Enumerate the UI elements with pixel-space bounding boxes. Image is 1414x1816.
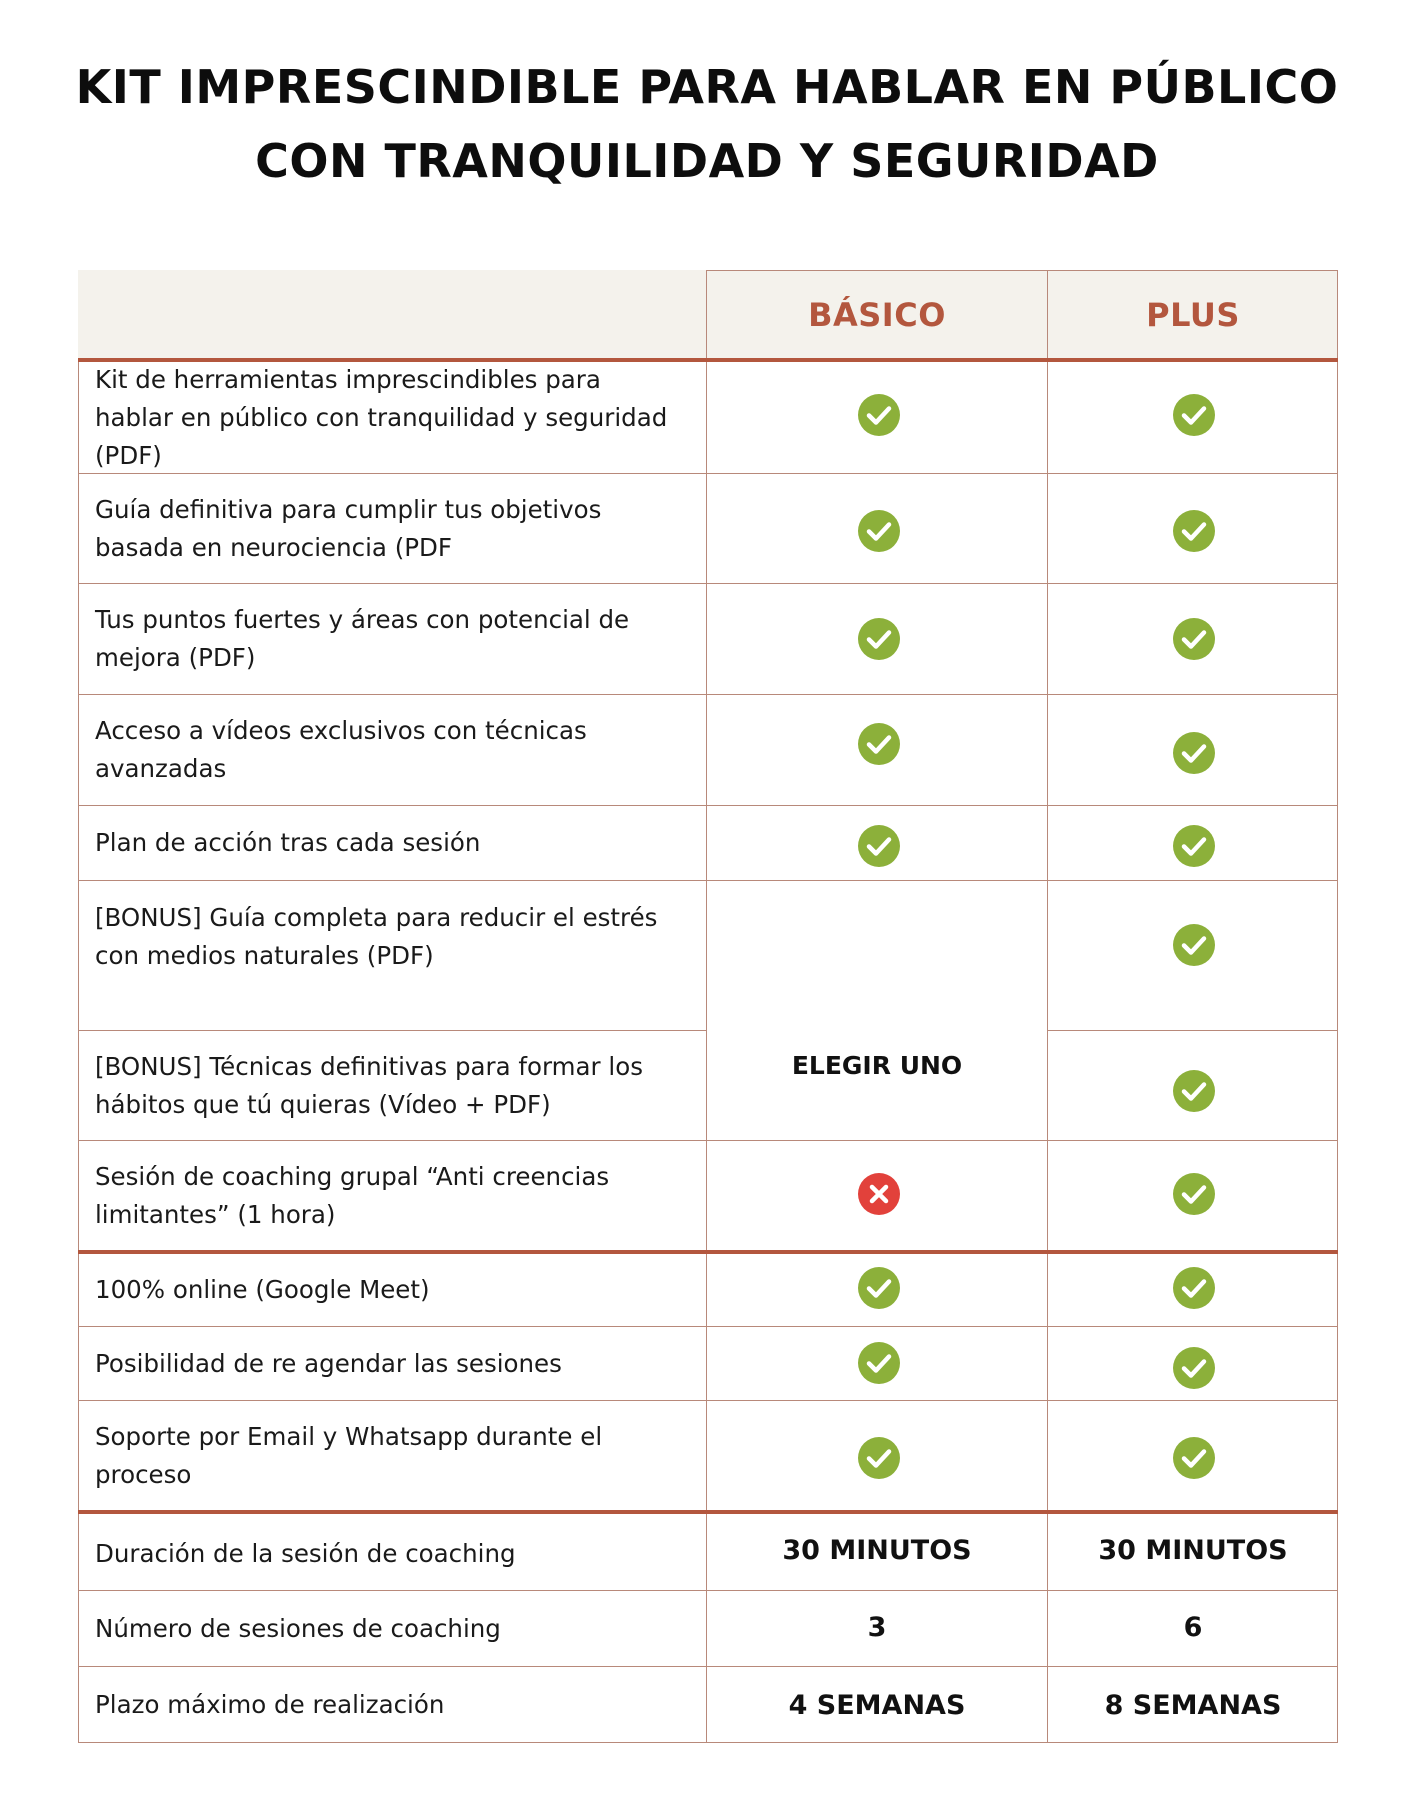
check-icon [1173, 924, 1215, 966]
feature-label: Número de sesiones de coaching [95, 1613, 501, 1643]
title-line-2: CON TRANQUILIDAD Y SEGURIDAD [255, 134, 1159, 188]
check-icon [858, 1437, 900, 1479]
check-icon [858, 394, 900, 436]
feature-label: Tus puntos fuertes y áreas con potencial de mejora (PDF) [95, 605, 630, 672]
check-icon [1173, 1347, 1215, 1389]
column-header-basico: BÁSICO [808, 295, 946, 334]
check-icon [1173, 618, 1215, 660]
check-icon [1173, 1173, 1215, 1215]
grid-line-bottom [78, 1742, 1338, 1743]
comparison-table [78, 270, 1338, 1743]
title-line-1: KIT IMPRESCINDIBLE PARA HABLAR EN PÚBLICO [75, 60, 1339, 114]
feature-label: Soporte por Email y Whatsapp durante el proceso [95, 1421, 603, 1489]
feature-label: Posibilidad de re agendar las sesiones [95, 1348, 562, 1378]
value-basico-sesiones: 3 [867, 1611, 887, 1643]
check-icon [858, 618, 900, 660]
grid-line-left [78, 359, 79, 1743]
column-header-plus: PLUS [1146, 295, 1240, 334]
grid-line-header-top [706, 270, 1338, 271]
check-icon [858, 1342, 900, 1384]
feature-label: Sesión de coaching grupal “Anti creencias limitantes” (1 hora) [95, 1161, 610, 1229]
feature-label: Kit de herramientas imprescindibles para hablar en público con tranquilidad y seguridad (PDF) [95, 364, 668, 470]
check-icon [1173, 1267, 1215, 1309]
value-basico-duracion: 30 MINUTOS [782, 1534, 972, 1566]
value-plus-duracion: 30 MINUTOS [1098, 1534, 1288, 1566]
check-icon [858, 723, 900, 765]
check-icon [1173, 1437, 1215, 1479]
page-title [0, 50, 1414, 198]
value-plus-plazo: 8 SEMANAS [1104, 1689, 1282, 1721]
feature-label: 100% online (Google Meet) [95, 1275, 430, 1304]
check-icon [1173, 510, 1215, 552]
feature-label: Acceso a vídeos exclusivos con técnicas avanzadas [95, 716, 587, 783]
check-icon [858, 510, 900, 552]
feature-label: [BONUS] Guía completa para reducir el estrés con medios naturales (PDF) [95, 903, 658, 970]
feature-label: Plan de acción tras cada sesión [95, 828, 481, 857]
check-icon [858, 825, 900, 867]
check-icon [1173, 1070, 1215, 1112]
value-basico-plazo: 4 SEMANAS [788, 1689, 966, 1721]
grid-line-row-partial [1047, 1030, 1338, 1031]
elegir-uno-label: ELEGIR UNO [791, 1051, 963, 1080]
feature-label: Duración de la sesión de coaching [95, 1539, 516, 1568]
feature-label: [BONUS] Técnicas definitivas para formar los hábitos que tú quieras (Vídeo + PDF) [95, 1051, 643, 1119]
value-plus-sesiones: 6 [1183, 1611, 1203, 1643]
check-icon [1173, 732, 1215, 774]
feature-label: Plazo máximo de realización [95, 1689, 445, 1719]
check-icon [1173, 394, 1215, 436]
check-icon [1173, 825, 1215, 867]
feature-label: Guía definitiva para cumplir tus objetivos basada en neurociencia (PDF [95, 494, 602, 562]
check-icon [858, 1267, 900, 1309]
